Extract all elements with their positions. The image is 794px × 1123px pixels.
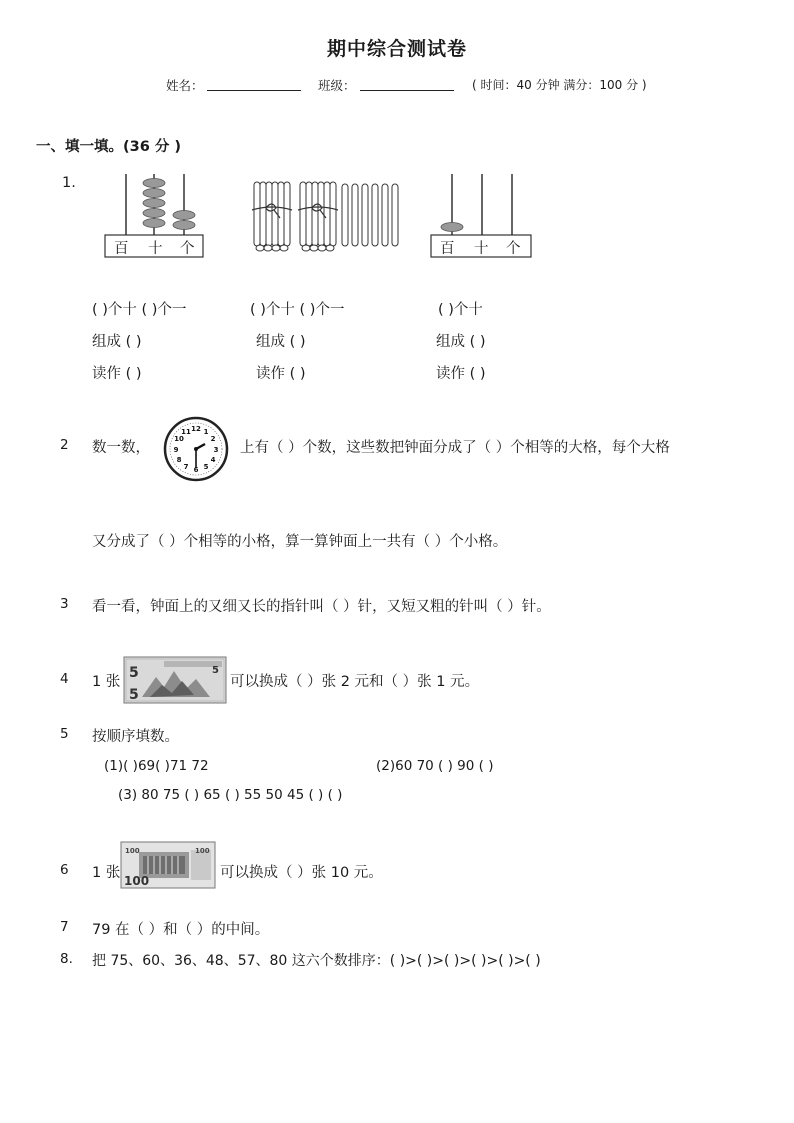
bead [143, 209, 165, 218]
note-value-top: 5 [129, 665, 139, 681]
bead [143, 189, 165, 198]
q2-line1[interactable]: 上有（ ）个数，这些数把钟面分成了（ ）个相等的大格，每个大格 [240, 440, 670, 456]
note-value-corner: 100 [195, 847, 210, 855]
name-blank[interactable] [207, 76, 301, 95]
clock-number-6: 6 [193, 466, 199, 474]
bead [173, 211, 195, 220]
q6-text[interactable]: 可以换成（ ）张 10 元。 [220, 865, 383, 881]
class-blank[interactable] [360, 76, 454, 95]
clock-number-5: 5 [203, 463, 209, 471]
q3-text[interactable]: 看一看，钟面上的又细又长的指针叫（ ）针，又短又粗的针叫（ ）针。 [92, 599, 551, 615]
abacus-1-ones-label: 个 [180, 241, 195, 257]
clock-number-1: 1 [203, 428, 209, 436]
q8-number: 8. [60, 951, 73, 967]
name-label: 姓名： [166, 78, 204, 93]
clock-number-9: 9 [173, 446, 179, 454]
bundled-sticks-illustration [250, 180, 398, 256]
q8-text[interactable]: 把 75、60、36、48、57、80 这六个数排序：( )>( )>( )>( )>( )>( ) [92, 953, 541, 969]
section-heading: 一、填一填。(36 分 ) [36, 139, 182, 155]
page-title: 期中综合测试卷 [326, 38, 467, 60]
abacus-1-tens-label: 十 [148, 241, 163, 257]
q1-col1-read[interactable]: 读作 ( ) [92, 366, 142, 382]
bead [143, 219, 165, 228]
clock-number-7: 7 [183, 463, 189, 471]
q2-lead: 数一数， [92, 440, 150, 456]
note-value-top: 100 [125, 847, 140, 855]
clock-number-11: 11 [181, 428, 191, 436]
five-yuan-note-icon [124, 657, 226, 703]
q7-text[interactable]: 79 在（ ）和（ ）的中间。 [92, 922, 270, 938]
q4-number: 4 [60, 671, 69, 687]
bead [143, 199, 165, 208]
q1-col1-count[interactable]: ( )个十 ( )个一 [92, 302, 187, 318]
q2-line2[interactable]: 又分成了（ ）个相等的小格，算一算钟面上一共有（ ）个小格。 [92, 534, 508, 550]
q1-col1-compose[interactable]: 组成 ( ) [92, 334, 142, 350]
q1-col2-count[interactable]: ( )个十 ( )个一 [250, 302, 345, 318]
time-info: ( 时间：40 分钟 满分：100 分 ) [472, 78, 647, 92]
bead [441, 223, 463, 232]
q1-col3-read[interactable]: 读作 ( ) [436, 366, 486, 382]
q1-col2-read[interactable]: 读作 ( ) [256, 366, 306, 382]
q1-number: 1. [62, 175, 76, 191]
abacus-2-hundreds-label: 百 [440, 241, 455, 257]
q3-number: 3 [60, 596, 69, 612]
clock-number-10: 10 [174, 435, 184, 443]
q1-col2-compose[interactable]: 组成 ( ) [256, 334, 306, 350]
q7-number: 7 [60, 919, 69, 935]
q6-number: 6 [60, 862, 69, 878]
bead [173, 221, 195, 230]
clock-number-12: 12 [191, 425, 201, 433]
clock-number-4: 4 [210, 456, 216, 464]
clock-number-8: 8 [176, 456, 182, 464]
note-value-bottom: 5 [129, 687, 139, 703]
note-value-corner: 5 [212, 665, 219, 676]
q4-text[interactable]: 可以换成（ ）张 2 元和（ ）张 1 元。 [230, 674, 480, 690]
q1-col3-compose[interactable]: 组成 ( ) [436, 334, 486, 350]
q5-row1b[interactable]: (2)60 70 ( ) 90 ( ) [376, 758, 494, 774]
abacus-2-tens-label: 十 [474, 241, 489, 257]
clock-number-3: 3 [213, 446, 219, 454]
q5-row2[interactable]: (3) 80 75 ( ) 65 ( ) 55 50 45 ( ) ( ) [118, 787, 343, 803]
note-value-bottom: 100 [124, 874, 150, 888]
hundred-yuan-note-icon [121, 842, 215, 888]
clock-number-2: 2 [210, 435, 216, 443]
q2-number: 2 [60, 437, 69, 453]
abacus-1-hundreds-label: 百 [114, 241, 129, 257]
bead [143, 179, 165, 188]
abacus-2-ones-label: 个 [506, 241, 521, 257]
q4-lead: 1 张 [92, 674, 121, 690]
q5-text: 按顺序填数。 [92, 729, 179, 745]
q6-lead: 1 张 [92, 865, 121, 881]
class-label: 班级： [318, 78, 356, 93]
q1-col3-count[interactable]: ( )个十 [438, 302, 483, 318]
clock-illustration [163, 413, 229, 485]
q5-row1a[interactable]: (1)( )69( )71 72 [104, 758, 209, 774]
q5-number: 5 [60, 726, 69, 742]
